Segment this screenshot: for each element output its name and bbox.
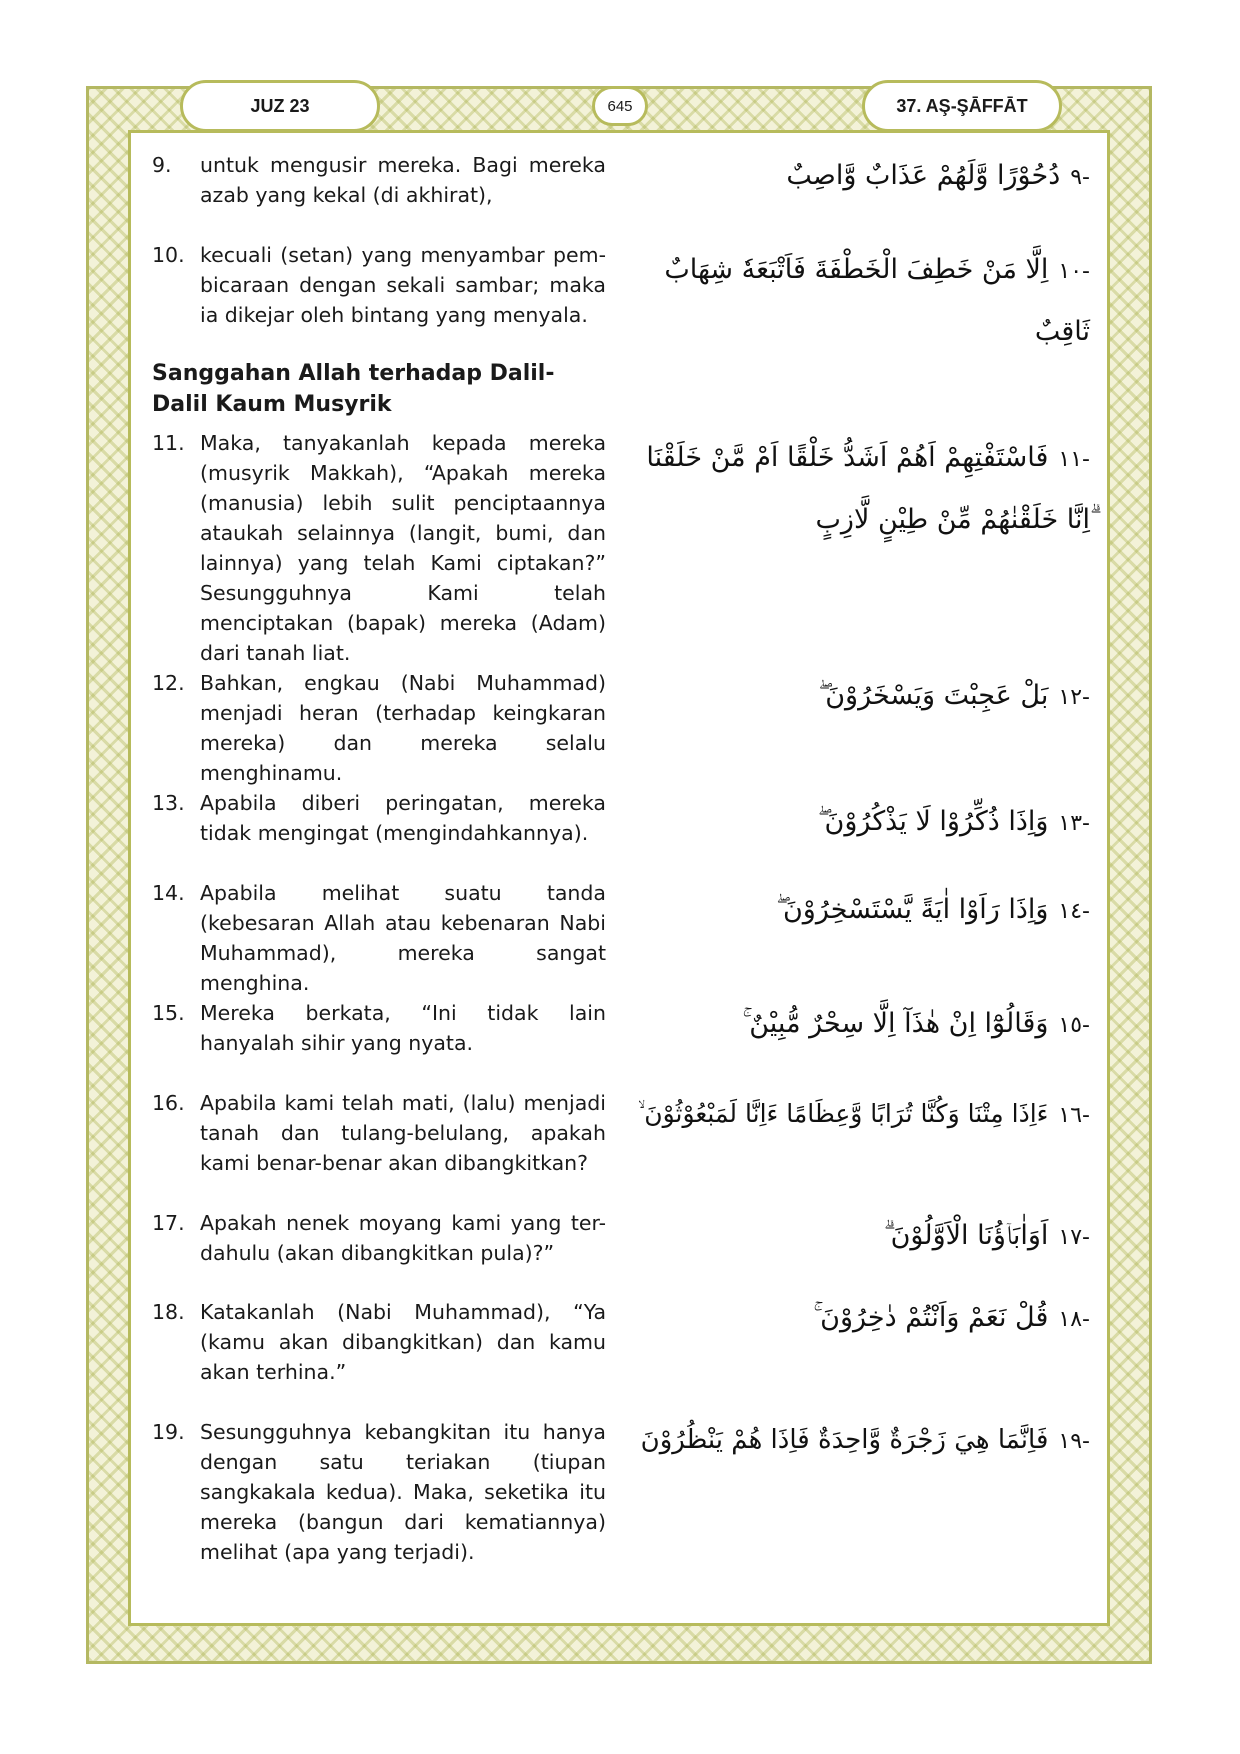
arabic-verse-number: -١٥ (1058, 1013, 1090, 1038)
verse-text: Apakah nenek moyang kami yang ter-dahulu (akan dibangkitkan pula)?” (200, 1211, 606, 1265)
arabic-verse-number: -١٠ (1058, 259, 1090, 284)
arabic-verse (630, 146, 1090, 208)
arabic-verse-number: -١١ (1058, 447, 1090, 472)
verse-text: Apabila kami telah mati, (lalu) menjadi tanah dan tulang-belulang, apakah kami benar-benar akan dibangkitkan? (200, 1091, 606, 1175)
verse-number: 12. (152, 671, 185, 695)
verse-text: Sesungguhnya kebangkitan itu hanya dengan satu teriakan (tiupan sangkakala kedua). Maka, seketika itu mereka (bangun dari kematiannya) melihat (apa yang terjadi). (200, 1420, 606, 1564)
section-heading: Sanggahan Allah terhadap Dalil-Dalil Kaum Musyrik (152, 361, 555, 417)
verse-number: 14. (152, 881, 185, 905)
verse-number: 15. (152, 1001, 185, 1025)
verse-number: 16. (152, 1091, 185, 1115)
arabic-text: اَوَاٰبَاۤؤُنَا الْاَوَّلُوْنَ ۗ (883, 1220, 1049, 1251)
arabic-verse (630, 1084, 1090, 1146)
arabic-text: وَقَالُوْٓا اِنْ هٰذَآ اِلَّا سِحْرٌ مُّبِيْنٌ ۚ (742, 1008, 1049, 1039)
arabic-verse (630, 880, 1090, 942)
verse-text: Bahkan, engkau (Nabi Muhammad) menjadi heran (terhadap keingkaran mereka) dan mereka selalu menghinamu. (200, 671, 606, 785)
arabic-verse-number: -١٦ (1058, 1103, 1090, 1128)
arabic-verse-number: -١٩ (1058, 1429, 1090, 1454)
arabic-text: فَاِنَّمَا هِيَ زَجْرَةٌ وَّاحِدَةٌ فَاِذَا هُمْ يَنْظُرُوْنَ (640, 1425, 1049, 1455)
verse-number: 11. (152, 431, 185, 455)
arabic-verse (630, 1410, 1090, 1472)
arabic-verse-number: -١٧ (1058, 1225, 1090, 1250)
verse-number: 13. (152, 791, 185, 815)
arabic-text: فَاسْتَفْتِهِمْ اَهُمْ اَشَدُّ خَلْقًا اَمْ مَّنْ خَلَقْنَا ۗاِنَّا خَلَقْنٰهُمْ مِّنْ طِيْنٍ لَّازِبٍ (646, 442, 1090, 535)
verse-number: 17. (152, 1211, 185, 1235)
arabic-verse (630, 428, 1090, 550)
arabic-text: وَاِذَا ذُكِّرُوْا لَا يَذْكُرُوْنَ ۖ (817, 806, 1049, 837)
arabic-verse (630, 994, 1090, 1056)
arabic-text: دُحُوْرًا وَّلَهُمْ عَذَابٌ وَّاصِبٌ (786, 160, 1061, 191)
surah-label: 37. AŞ-ŞĀFFĀT (862, 80, 1062, 132)
verse-text: Apabila diberi peringatan, mereka tidak mengingat (mengindahkannya). (200, 791, 606, 845)
arabic-text: قُلْ نَعَمْ وَاَنْتُمْ دٰخِرُوْنَ ۚ (813, 1302, 1049, 1333)
verse-text: Katakanlah (Nabi Muhammad), “Ya (kamu akan dibangkitkan) dan kamu akan terhina.” (200, 1300, 606, 1384)
arabic-text: ءَاِذَا مِتْنَا وَكُنَّا تُرَابًا وَّعِظَامًا ءَاِنَّا لَمَبْعُوْثُوْنَ ۙ (637, 1099, 1049, 1128)
verse-text: Maka, tanyakanlah kepada mereka (musyrik Makkah), “Apakah mereka (manusia) lebih sulit penciptaannya ataukah selainnya (langit, bumi, dan lainnya) yang telah Kami ciptakan?” Sesungguhnya Kami telah menciptakan (bapak) mereka (Adam) dari tanah liat. (200, 431, 606, 665)
arabic-text: بَلْ عَجِبْتَ وَيَسْخَرُوْنَ ۖ (818, 680, 1049, 711)
arabic-text: اِلَّا مَنْ خَطِفَ الْخَطْفَةَ فَاَتْبَعَهٗ شِهَابٌ ثَاقِبٌ (664, 254, 1090, 347)
arabic-verse-number: -١٤ (1058, 899, 1090, 924)
arabic-verse-number: -١٨ (1058, 1307, 1090, 1332)
page-number: 645 (592, 86, 648, 126)
arabic-verse-number: -١٢ (1058, 685, 1090, 710)
arabic-verse (630, 1288, 1090, 1350)
verse-text: untuk mengusir mereka. Bagi mereka azab yang kekal (di akhirat), (200, 153, 606, 207)
arabic-verse (630, 1206, 1090, 1268)
verse-number: 18. (152, 1300, 185, 1324)
arabic-verse-number: -٩ (1070, 165, 1090, 190)
verse-text: Apabila melihat suatu tanda (kebesaran Allah atau kebenaran Nabi Muhammad), mereka sangat menghina. (200, 881, 606, 995)
juz-label: JUZ 23 (180, 80, 380, 132)
arabic-verse (630, 666, 1090, 728)
arabic-verse-number: -١٣ (1058, 811, 1090, 836)
arabic-verse (630, 240, 1090, 362)
verse-text: Mereka berkata, “Ini tidak lain hanyalah sihir yang nyata. (200, 1001, 606, 1055)
verse-number: 10. (152, 243, 185, 267)
arabic-text: وَاِذَا رَاَوْا اٰيَةً يَّسْتَسْخِرُوْنَ ۖ (776, 894, 1049, 925)
verse-text: kecuali (setan) yang menyambar pem-bicaraan dengan sekali sambar; maka ia dikejar oleh bintang yang menyala. (200, 243, 606, 327)
verse-number: 9. (152, 153, 172, 177)
verse-number: 19. (152, 1420, 185, 1444)
arabic-verse (630, 792, 1090, 854)
